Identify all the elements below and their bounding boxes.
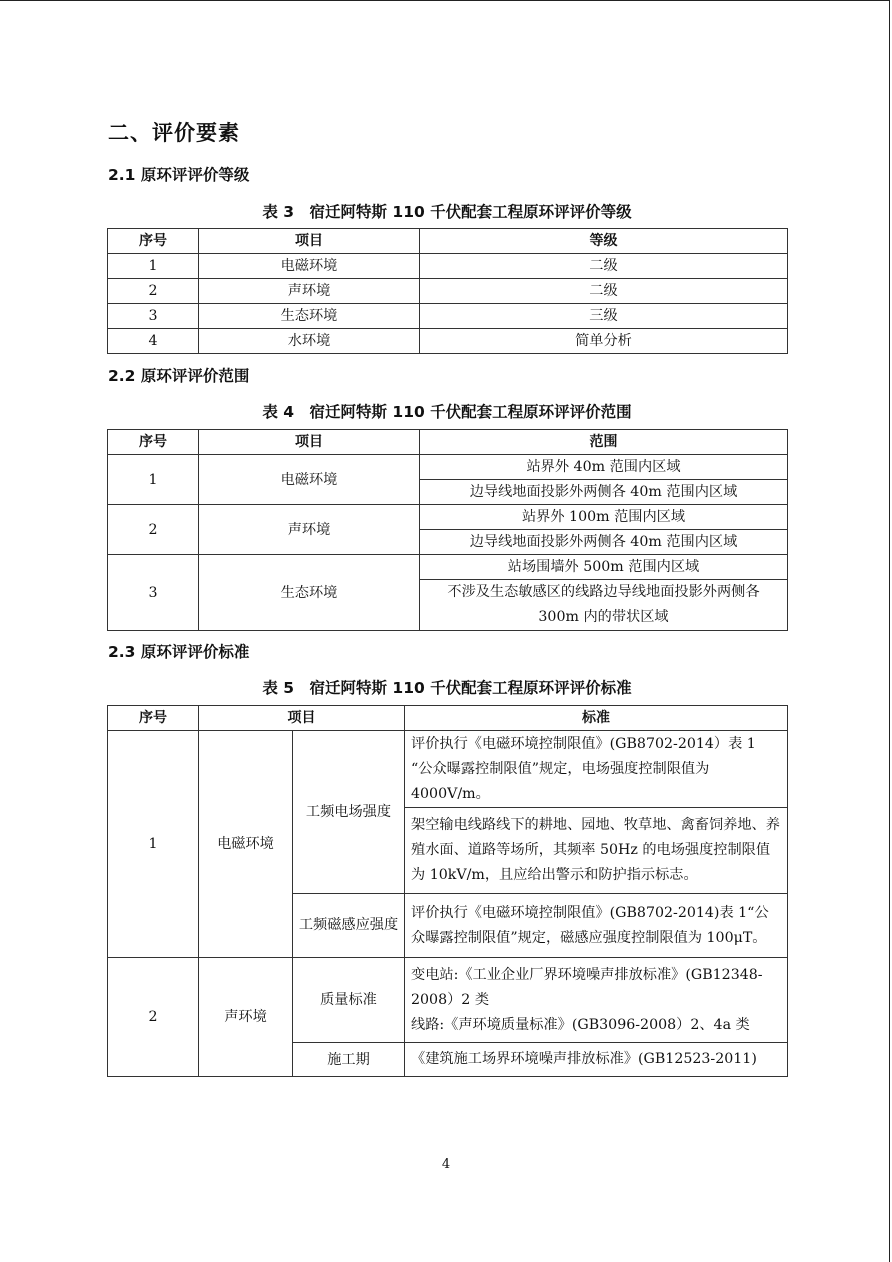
table-row <box>108 455 788 480</box>
cell-standard: 评价执行《电磁环境控制限值》(GB8702-2014)表 1“公众曝露控制限值”规定，磁感应强度控制限值为 100μT。 <box>405 894 788 958</box>
table-4-evaluation-range <box>107 429 788 631</box>
table-row <box>108 329 788 354</box>
cell-no: 2 <box>108 279 199 304</box>
cell-range: 站场围墙外 500m 范围内区域 <box>420 555 788 580</box>
cell-item: 电磁环境 <box>199 731 293 958</box>
cell-no: 3 <box>108 555 199 631</box>
heading-2-3: 2.3 原环评评价标准 <box>108 643 250 661</box>
cell-no: 4 <box>108 329 199 354</box>
cell-level: 三级 <box>420 304 788 329</box>
cell-subitem: 施工期 <box>293 1043 405 1077</box>
cell-item: 生态环境 <box>199 555 420 631</box>
cell-no: 1 <box>108 731 199 958</box>
cell-standard: 评价执行《电磁环境控制限值》(GB8702-2014）表 1 “公众曝露控制限值”规定，电场强度控制限值为 4000V/m。 <box>405 731 788 808</box>
table-row <box>108 279 788 304</box>
cell-no: 1 <box>108 455 199 505</box>
cell-standard: 《建筑施工场界环境噪声排放标准》(GB12523-2011) <box>405 1043 788 1077</box>
header-level: 等级 <box>420 229 788 254</box>
table-5-caption: 表 5 宿迁阿特斯 110 千伏配套工程原环评评价标准 <box>262 679 632 697</box>
table-row <box>108 254 788 279</box>
cell-no: 2 <box>108 958 199 1077</box>
table-4-caption: 表 4 宿迁阿特斯 110 千伏配套工程原环评评价范围 <box>262 403 632 421</box>
cell-item: 电磁环境 <box>199 254 420 279</box>
cell-level: 二级 <box>420 279 788 304</box>
table-row <box>108 958 788 1043</box>
header-no: 序号 <box>108 706 199 731</box>
header-item: 项目 <box>199 430 420 455</box>
page-number: 4 <box>441 1157 451 1172</box>
cell-item: 声环境 <box>199 505 420 555</box>
cell-subitem: 工频电场强度 <box>293 731 405 894</box>
table-row <box>108 505 788 530</box>
table-row <box>108 304 788 329</box>
table-row <box>108 555 788 580</box>
cell-no: 1 <box>108 254 199 279</box>
cell-standard <box>405 958 788 1043</box>
cell-item: 电磁环境 <box>199 455 420 505</box>
cell-range: 站界外 100m 范围内区域 <box>420 505 788 530</box>
heading-2-1: 2.1 原环评评价等级 <box>108 166 250 184</box>
cell-item: 水环境 <box>199 329 420 354</box>
header-no: 序号 <box>108 229 199 254</box>
cell-item: 生态环境 <box>199 304 420 329</box>
cell-no: 2 <box>108 505 199 555</box>
cell-range: 边导线地面投影外两侧各 40m 范围内区域 <box>420 530 788 555</box>
cell-standard: 架空输电线路线下的耕地、园地、牧草地、禽畜饲养地、养殖水面、道路等场所，其频率 50Hz 的电场强度控制限值为 10kV/m，且应给出警示和防护指示标志。 <box>405 808 788 894</box>
standard-line: 线路:《声环境质量标准》(GB3096-2008）2、4a 类 <box>411 1016 750 1033</box>
table-3-evaluation-level <box>107 228 788 354</box>
table-header-row <box>108 706 788 731</box>
standard-line: 变电站:《工业企业厂界环境噪声排放标准》(GB12348-2008）2 类 <box>411 966 763 1008</box>
cell-item: 声环境 <box>199 958 293 1077</box>
cell-level: 简单分析 <box>420 329 788 354</box>
cell-no: 3 <box>108 304 199 329</box>
header-range: 范围 <box>420 430 788 455</box>
table-header-row <box>108 430 788 455</box>
header-item: 项目 <box>199 706 405 731</box>
heading-2-2: 2.2 原环评评价范围 <box>108 367 250 385</box>
cell-range: 不涉及生态敏感区的线路边导线地面投影外两侧各 300m 内的带状区域 <box>420 580 788 631</box>
cell-subitem: 工频磁感应强度 <box>293 894 405 958</box>
cell-range: 站界外 40m 范围内区域 <box>420 455 788 480</box>
section-title: 二、评价要素 <box>108 121 240 145</box>
table-row <box>108 731 788 808</box>
header-no: 序号 <box>108 430 199 455</box>
table-3-caption: 表 3 宿迁阿特斯 110 千伏配套工程原环评评价等级 <box>262 203 632 221</box>
cell-item: 声环境 <box>199 279 420 304</box>
table-header-row <box>108 229 788 254</box>
header-item: 项目 <box>199 229 420 254</box>
header-standard: 标准 <box>405 706 788 731</box>
cell-range: 边导线地面投影外两侧各 40m 范围内区域 <box>420 480 788 505</box>
table-5-evaluation-standard <box>107 705 788 1077</box>
cell-level: 二级 <box>420 254 788 279</box>
cell-subitem: 质量标准 <box>293 958 405 1043</box>
